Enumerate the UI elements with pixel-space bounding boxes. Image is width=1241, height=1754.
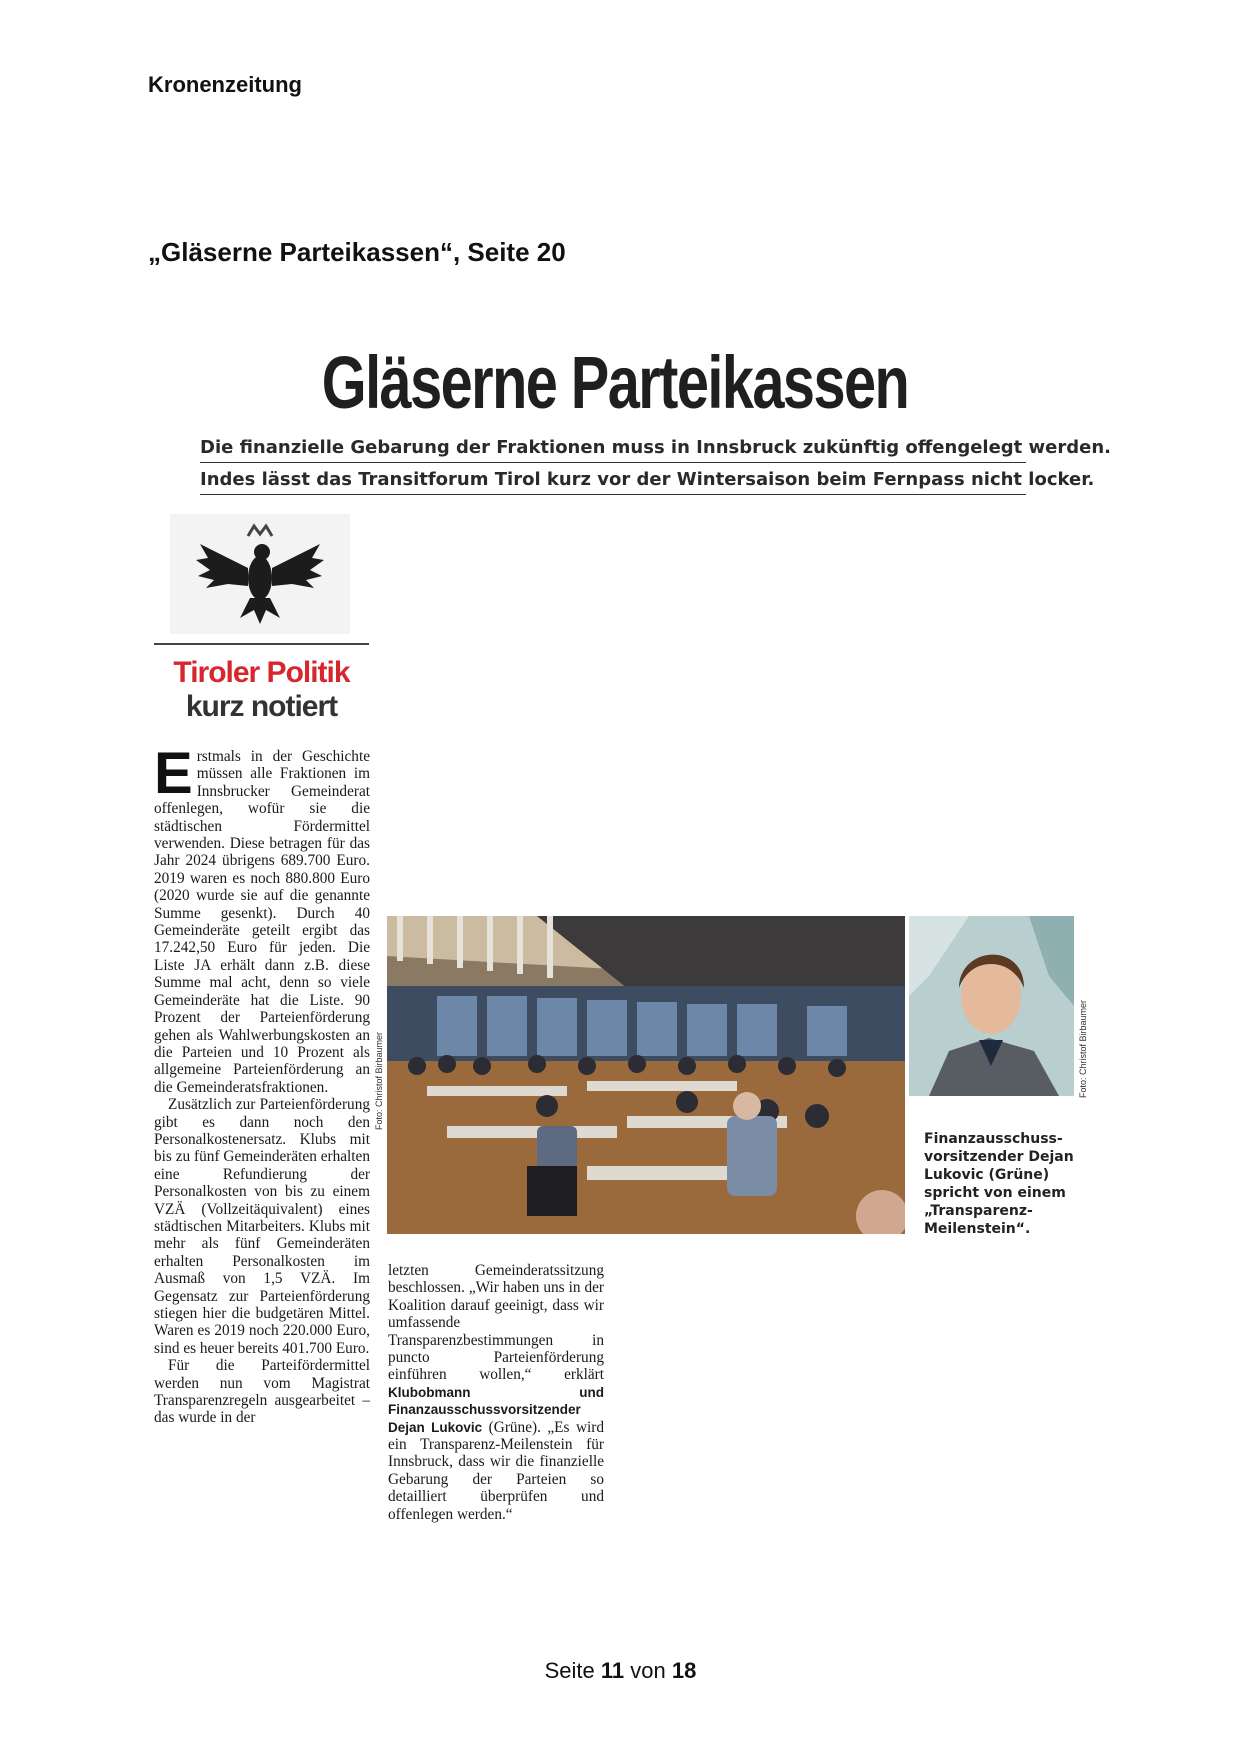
drop-cap: E xyxy=(154,741,193,806)
photo-caption: Finanzausschuss-vorsitzender Dejan Lukovic (Grüne) spricht von einem „Transparenz-Meilenstein“. xyxy=(924,1131,1074,1237)
rubric-rule xyxy=(154,643,369,645)
footer-total-pages: 18 xyxy=(671,1658,697,1683)
subheadline-2: Indes lässt das Transitforum Tirol kurz vor der Wintersaison beim Fernpass nicht locker. xyxy=(200,469,1026,495)
eagle-icon xyxy=(170,514,350,634)
paragraph-4 xyxy=(388,1262,604,1523)
portrait-photo xyxy=(909,916,1074,1096)
photo-credit-portrait: Foto: Christof Birbaumer xyxy=(1078,999,1088,1098)
clip-title: „Gläserne Parteikassen“, Seite 20 xyxy=(148,237,566,267)
photo-credit-main: Foto: Christof Birbaumer xyxy=(374,1031,384,1130)
footer-prefix: Seite xyxy=(544,1658,595,1683)
article-column-1 xyxy=(154,741,370,1427)
article-column-2 xyxy=(388,1262,604,1523)
rubric-subtitle: kurz notiert xyxy=(185,690,338,723)
page-footer xyxy=(0,1658,1241,1684)
source-name: Kronenzeitung xyxy=(148,72,302,97)
footer-middle: von xyxy=(630,1658,666,1683)
subheadline-1: Die finanzielle Gebarung der Fraktionen muss in Innsbruck zukünftig offengelegt werden. xyxy=(200,437,1026,463)
paragraph-4-text-a: letzten Gemeinderatssitzung beschlossen. „Wir haben uns in der Koalition darauf geeinigt, dass wir umfassende Transparenzbestimmungen in puncto Parteienförderung einführen wollen,“ erklärt xyxy=(388,1262,604,1384)
rubric-title: Tiroler Politik xyxy=(173,656,350,689)
paragraph-1 xyxy=(154,741,370,1096)
paragraph-1-text: rstmals in der Geschichte müssen alle Fraktionen im Innsbrucker Gemeinderat offenlegen, wofür sie die städtischen Fördermittel verwenden. Diese betragen für das Jahr 2024 übrigens 689.700 Euro. 2019 waren es noch 880.800 Euro (2020 wurde sie auf die genannte Summe gesenkt). Durch 40 Gemeinderäte geteilt ergibt das 17.242,50 Euro für jeden. Die Liste JA erhält dann z.B. diese Summe mal acht, denn so viele Gemeinderäte hat die Liste. 90 Prozent der Parteienförderung gehen als Wahlwerbungskosten an die Parteien und 10 Prozent als allgemeine Parteienförderung an die Gemeinderatsfraktionen. xyxy=(154,748,370,1096)
paragraph-3: Für die Parteifördermittel werden nun vom Magistrat Transparenzregeln ausgearbeitet – das wurde in der xyxy=(154,1357,370,1427)
tyrol-eagle-emblem xyxy=(170,514,350,634)
speaker-name: Klubobmann und Finanzausschussvorsitzender Dejan Lukovic xyxy=(388,1384,604,1435)
paragraph-4-text-b: (Grüne). „Es wird ein Transparenz-Meilenstein für Innsbruck, dass wir die finanzielle Gebarung der Parteien so detailliert überprüfen und offenlegen werden.“ xyxy=(388,1418,604,1523)
paragraph-2: Zusätzlich zur Parteienförderung gibt es dann noch den Personalkostenersatz. Klubs mit bis zu fünf Gemeinderäten erhalten eine Refundierung der Personalkosten von bis zu einem VZÄ (Vollzeitäquivalent) eines städtischen Mitarbeiters. Klubs mit mehr als fünf Gemeinderäten erhalten Personalkosten im Ausmaß von 1,5 VZÄ. Im Gegensatz zur Parteienförderung stiegen hier die budgetären Mittel. Waren es 2019 noch 220.000 Euro, sind es heuer bereits 401.700 Euro. xyxy=(154,1096,370,1357)
footer-page-number: 11 xyxy=(600,1658,625,1683)
council-meeting-photo xyxy=(387,916,905,1234)
article-headline: Gläserne Parteikassen xyxy=(321,341,909,424)
